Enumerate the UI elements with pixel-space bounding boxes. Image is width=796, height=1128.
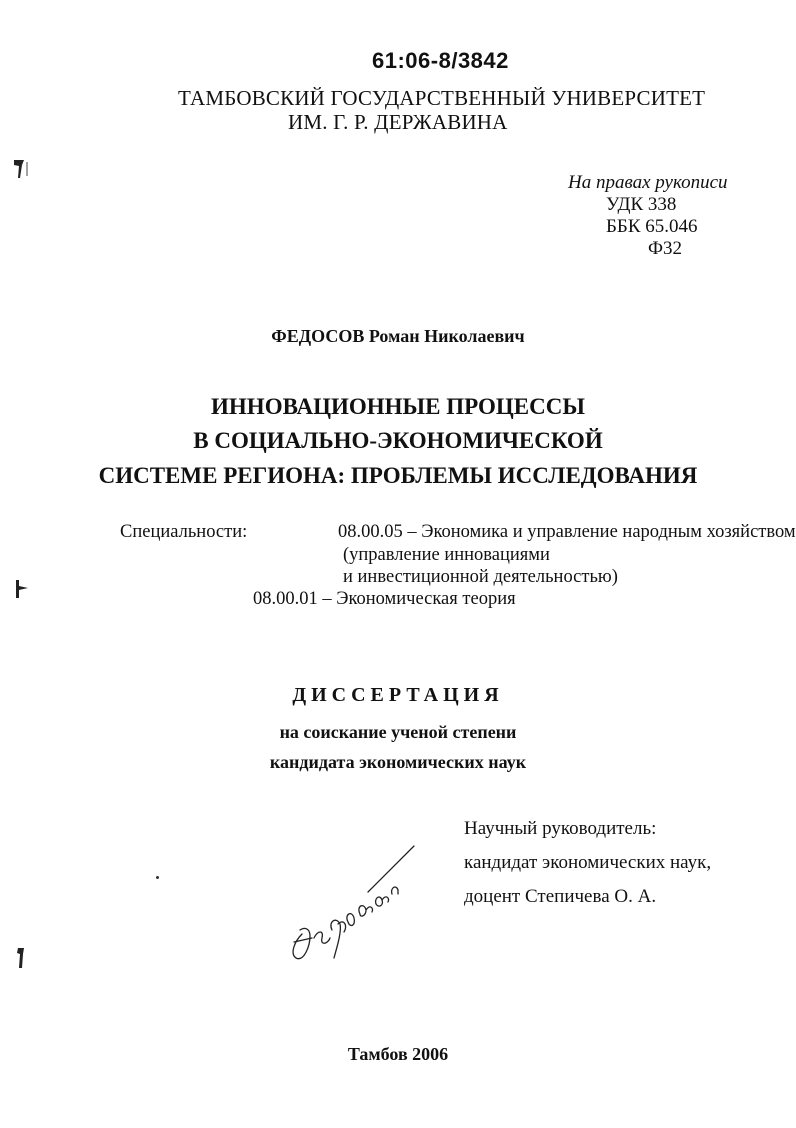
author-name: ФЕДОСОВ Роман Николаевич — [271, 326, 525, 346]
specialty-1-line2: (управление инновациями — [343, 545, 550, 565]
document-type: ДИССЕРТАЦИЯ — [292, 684, 504, 706]
specialty-1-line3: и инвестиционной деятельностью) — [343, 567, 618, 587]
city-year: Тамбов 2006 — [347, 1044, 449, 1064]
supervisor-line1: Научный руководитель: — [464, 818, 657, 839]
bbk-code: ББК 65.046 — [606, 216, 698, 237]
margin-mark — [10, 944, 34, 974]
rights-note: На правах рукописи — [568, 172, 728, 193]
degree-line2: кандидата экономических наук — [269, 752, 527, 772]
author-sign: Ф32 — [648, 238, 683, 259]
supervisor-line2: кандидат экономических наук, — [464, 852, 712, 873]
udk-code: УДК 338 — [606, 194, 677, 215]
scan-dot — [156, 876, 159, 879]
margin-mark — [10, 156, 34, 186]
supervisor-line3: доцент Степичева О. А. — [464, 886, 657, 907]
title-line-2: В СОЦИАЛЬНО-ЭКОНОМИЧЕСКОЙ — [193, 428, 603, 453]
margin-mark — [10, 574, 34, 604]
university-name-line1: ТАМБОВСКИЙ ГОСУДАРСТВЕННЫЙ УНИВЕРСИТЕТ — [178, 86, 706, 110]
title-line-3: СИСТЕМЕ РЕГИОНА: ПРОБЛЕМЫ ИССЛЕДОВАНИЯ — [98, 463, 698, 488]
university-name-line2: ИМ. Г. Р. ДЕРЖАВИНА — [288, 110, 508, 134]
title-line-1: ИННОВАЦИОННЫЕ ПРОЦЕССЫ — [211, 394, 585, 419]
specialty-2: 08.00.01 – Экономическая теория — [253, 589, 516, 609]
archive-code: 61:06-8/3842 — [372, 48, 509, 73]
degree-line1: на соискание ученой степени — [279, 722, 517, 742]
specialty-1-line1: 08.00.05 – Экономика и управление народным хозяйством — [338, 522, 796, 542]
handwritten-signature — [280, 838, 430, 968]
specialties-label: Специальности: — [120, 522, 248, 542]
